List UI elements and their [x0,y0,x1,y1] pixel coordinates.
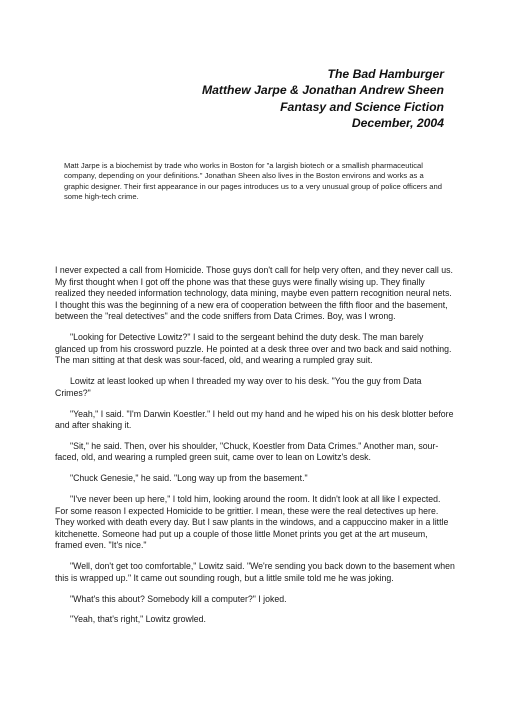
paragraph: "Well, don't get too comfortable," Lowitz said. "We're sending you back down to the basement when this is wrapped up." It came out sounding rough, but a little smile told me he was joking. [55,561,455,583]
paragraph: Lowitz at least looked up when I threaded my way over to his desk. "You the guy from Data Crimes?" [55,376,422,398]
story-body [55,265,455,635]
paragraph: "Chuck Genesie," he said. "Long way up from the basement." [70,473,308,484]
story-authors: Matthew Jarpe & Jonathan Andrew Sheen [202,83,444,98]
paragraph: "Sit," he said. Then, over his shoulder, "Chuck, Koestler from Data Crimes." Another man, sour-faced, old, and wearing a rumpled green suit, came over to lean on Lowitz's desk. [55,440,439,463]
paragraph: "I've never been up here," I told him, looking around the room. It didn't look at all like I expected. For some reason I expected Homicide to be grittier. I mean, these were the real detectives up here. They worked with death every day. But I saw plants in the windows, and a cappuccino maker in a little kitchenette. Someone had put up a couple of those little Monet prints you get at the art museum, framed even. "It's nice." [55,494,449,551]
publication-date: December, 2004 [351,116,444,131]
publication-name: Fantasy and Science Fiction [280,99,444,114]
paragraph: I never expected a call from Homicide. Those guys don't call for help very often, and they never call us. My first thought when I got off the phone was that these guys were finally wising up. They finally realized they needed information technology, data mining, maybe even pattern recognition neural nets. I thought this was the beginning of a new era of cooperation between the fifth floor and the basement, between the "real detectives" and the code sniffers from Data Crimes. Boy, was I wrong. [55,265,453,322]
paragraph: "Yeah, that's right," Lowitz growled. [70,614,206,625]
paragraph: "Yeah," I said. "I'm Darwin Koestler." I held out my hand and he wiped his on his desk blotter before and after shaking it. [55,408,454,431]
story-title: The Bad Hamburger [327,67,444,81]
author-intro: Matt Jarpe is a biochemist by trade who works in Boston for "a largish biotech or a smallish pharmaceutical company, depending on your definitions." Jonathan Sheen also lives in the Boston environs and works as a graphic designer. Their first appearance in our pages introduces us to a very unusual group of police officers and some high-tech crime. [64,161,442,202]
paragraph: "What's this about? Somebody kill a computer?" I joked. [70,593,287,604]
story-heading [202,66,444,132]
paragraph: "Looking for Detective Lowitz?" I said to the sergeant behind the duty desk. The man barely glanced up from his crossword puzzle. He pointed at a desk three over and two back and said nothing. The man sitting at that desk was sour-faced, old, and wearing a rumpled gray suit. [55,332,452,366]
